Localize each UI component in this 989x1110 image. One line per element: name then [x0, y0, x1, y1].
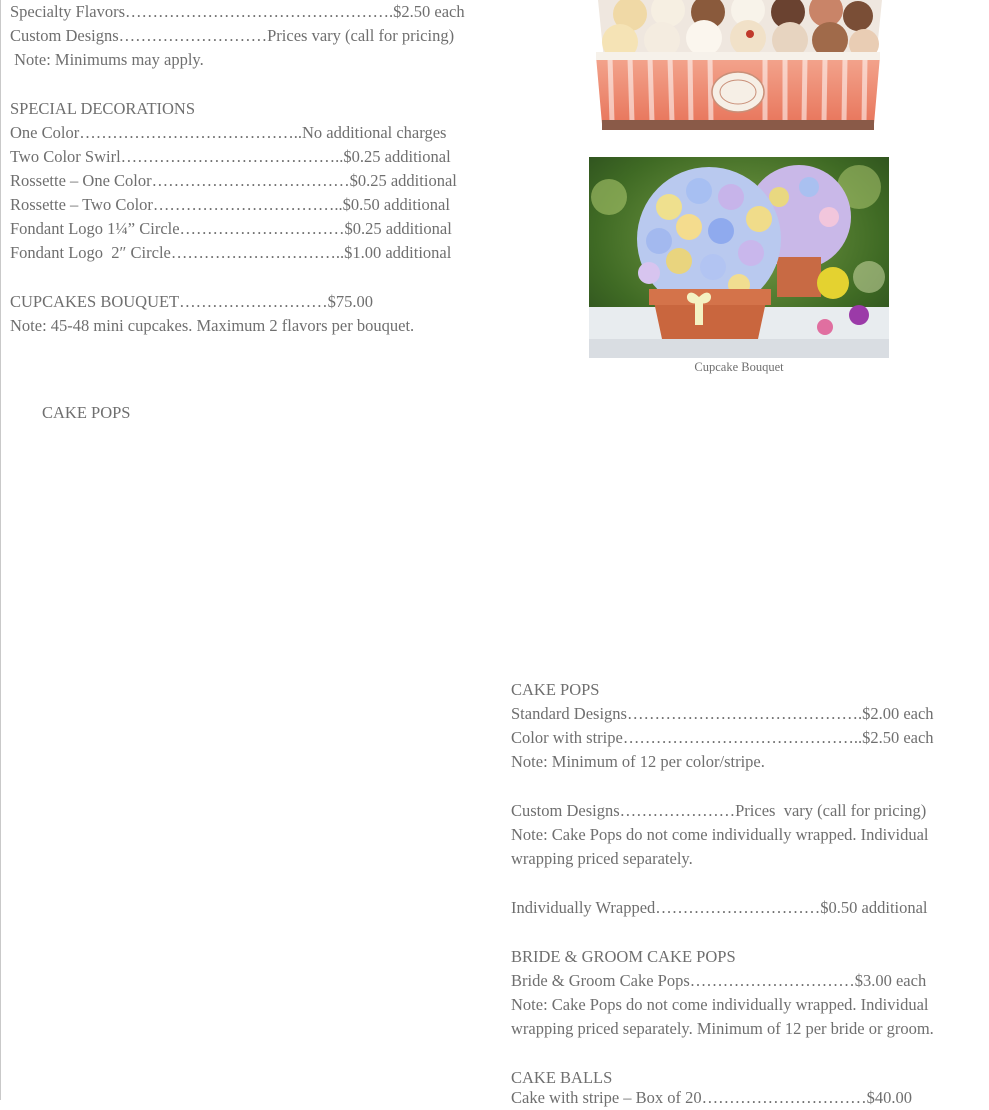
cake-pops-custom-designs: Custom Designs…………………Prices vary (call for pricing): [511, 801, 927, 820]
cupcake-bouquet-caption: Cupcake Bouquet: [694, 360, 784, 374]
bouquet-note: Note: 45-48 mini cupcakes. Maximum 2 flavors per bouquet.: [10, 316, 415, 335]
bride-groom-note-line2: wrapping priced separately. Minimum of 12 per bride or groom.: [511, 1019, 934, 1038]
bride-groom-heading: BRIDE & GROOM CAKE POPS: [511, 947, 736, 966]
decoration-fondant-logo-small: Fondant Logo 1¼” Circle…………………………$0.25 additional: [10, 219, 452, 238]
page-left-border: [0, 0, 1, 1100]
cake-balls-price: Cake with stripe – Box of 20…………………………$40.00: [511, 1088, 913, 1107]
cake-pops-standard-designs: Standard Designs…………………………………….$2.00 each: [511, 704, 934, 723]
decoration-rossette-two-color: Rossette – Two Color……………………………..$0.50 additional: [10, 195, 450, 214]
cake-pops-wrapping-note-line2: wrapping priced separately.: [511, 849, 693, 868]
decoration-two-color-swirl: Two Color Swirl…………………………………..$0.25 additional: [10, 147, 451, 166]
bouquet-price-line: CUPCAKES BOUQUET………………………$75.00: [10, 292, 374, 311]
decoration-one-color: One Color…………………………………..No additional charges: [10, 123, 447, 142]
price-line-custom-designs: Custom Designs………………………Prices vary (call for pricing): [10, 26, 455, 45]
price-line-specialty-flavors: Specialty Flavors………………………………………….$2.50 each: [10, 2, 465, 21]
decoration-rossette-one-color: Rossette – One Color………………………………$0.25 additional: [10, 171, 457, 190]
cake-pops-minimum-note: Note: Minimum of 12 per color/stripe.: [511, 752, 765, 771]
decoration-fondant-logo-large: Fondant Logo 2″ Circle…………………………..$1.00 additional: [10, 243, 452, 262]
cake-pops-heading: CAKE POPS: [511, 680, 600, 699]
individually-wrapped-price: Individually Wrapped…………………………$0.50 additional: [511, 898, 928, 917]
special-decorations-heading: SPECIAL DECORATIONS: [10, 99, 196, 118]
bride-groom-price: Bride & Groom Cake Pops…………………………$3.00 each: [511, 971, 927, 990]
cupcake-box-photo: [590, 0, 886, 134]
cupcake-bouquet-photo: [589, 157, 889, 358]
cake-balls-heading: CAKE BALLS: [511, 1068, 613, 1087]
note-minimums: Note: Minimums may apply.: [10, 50, 204, 69]
cake-pops-image-alt-heading: CAKE POPS: [42, 403, 131, 422]
bride-groom-note-line1: Note: Cake Pops do not come individually wrapped. Individual: [511, 995, 929, 1014]
cake-pops-wrapping-note-line1: Note: Cake Pops do not come individually wrapped. Individual: [511, 825, 929, 844]
cake-pops-color-with-stripe: Color with stripe……………………………………..$2.50 each: [511, 728, 934, 747]
